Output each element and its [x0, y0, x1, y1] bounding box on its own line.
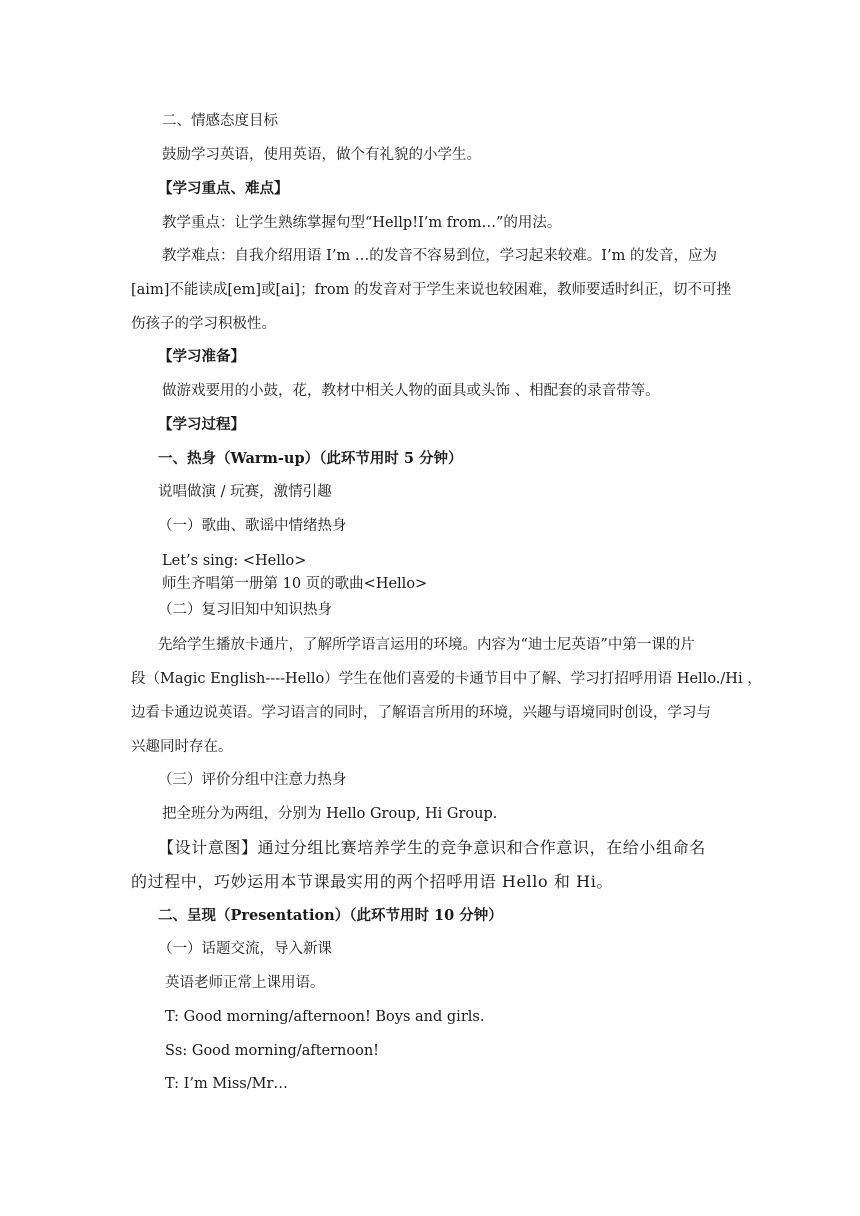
- paragraph-line: 兴趣同时存在。: [131, 739, 233, 755]
- dialogue-line: T: Good morning/afternoon! Boys and girls.: [165, 1009, 485, 1025]
- subsection-heading-warm-up: 一、热身（Warm-up）（此环节用时 5 分钟）: [158, 450, 463, 467]
- paragraph-line: 边看卡通边说英语。学习语言的同时，了解语言所用的环境，兴趣与语境同时创设，学习与: [131, 705, 711, 721]
- section-heading-affective-goals: 二、情感态度目标: [162, 113, 278, 129]
- paragraph: 把全班分为两组，分别为 Hello Group, Hi Group.: [162, 806, 498, 822]
- paragraph: 英语老师正常上课用语。: [165, 975, 325, 991]
- paragraph: 师生齐唱第一册第 10 页的歌曲<Hello>: [162, 576, 428, 592]
- paragraph-line: 先给学生播放卡通片，了解所学语言运用的环境。内容为“迪士尼英语”中第一课的片: [158, 637, 695, 653]
- section-heading-key-points: 【学习重点、难点】: [158, 180, 289, 197]
- item-heading: （一）歌曲、歌谣中情绪热身: [158, 518, 347, 534]
- item-heading: （一）话题交流，导入新课: [158, 941, 332, 957]
- design-intent-line: 【设计意图】通过分组比赛培养学生的竞争意识和合作意识，在给小组命名: [158, 838, 706, 857]
- paragraph-line: 教学难点：自我介绍用语 I’m …的发音不容易到位，学习起来较难。I’m 的发音，应为: [162, 248, 717, 264]
- paragraph-line: 段（Magic English----Hello）学生在他们喜爱的卡通节目中了解、学习打招呼用语 Hello./Hi ，: [131, 671, 762, 687]
- paragraph: 说唱做演 / 玩赛，激情引趣: [158, 484, 332, 500]
- paragraph-line: 伤孩子的学习积极性。: [131, 316, 276, 332]
- paragraph: Let’s sing: <Hello>: [162, 553, 307, 569]
- dialogue-line: T: I’m Miss/Mr…: [165, 1076, 288, 1092]
- item-heading: （三）评价分组中注意力热身: [158, 772, 347, 788]
- paragraph: 做游戏要用的小鼓，花，教材中相关人物的面具或头饰 、相配套的录音带等。: [162, 383, 660, 399]
- design-intent-line: 的过程中，巧妙运用本节课最实用的两个招呼用语 Hello 和 Hi。: [131, 872, 614, 891]
- dialogue-line: Ss: Good morning/afternoon!: [165, 1043, 380, 1059]
- subsection-heading-presentation: 二、呈现（Presentation）（此环节用时 10 分钟）: [158, 907, 503, 924]
- section-heading-process: 【学习过程】: [158, 416, 245, 433]
- section-heading-preparation: 【学习准备】: [158, 348, 245, 365]
- paragraph: 鼓励学习英语，使用英语，做个有礼貌的小学生。: [162, 147, 481, 163]
- paragraph: 教学重点：让学生熟练掌握句型“Hellp!I’m from…”的用法。: [162, 215, 562, 231]
- item-heading: （二）复习旧知中知识热身: [158, 602, 332, 618]
- paragraph-line: [aim]不能读成[em]或[ai]；from 的发音对于学生来说也较困难，教师要适时纠正，切不可挫: [131, 282, 731, 298]
